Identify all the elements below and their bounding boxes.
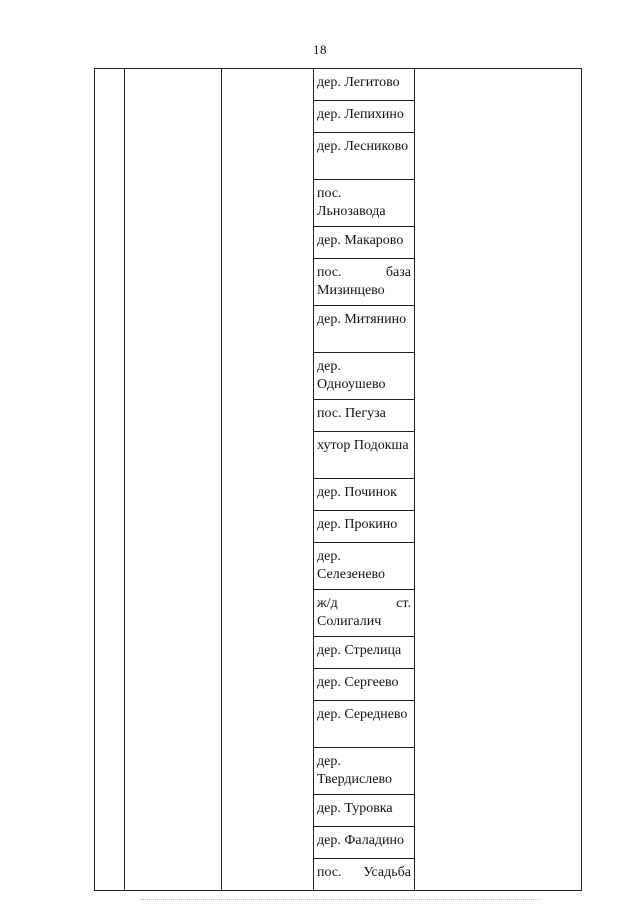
settlement-name-cell: дер. Митянино [314,306,415,353]
settlements-table-body [95,69,582,891]
settlement-name-cell: дер. Макарово [314,227,415,259]
merged-empty-cell-col-d [415,69,582,891]
settlement-name-cell: ж/д ст. Солигалич [314,590,415,637]
settlement-name-cell: дер. Лесниково [314,133,415,180]
settlement-name-cell: дер. Прокино [314,511,415,543]
settlement-name-cell: дер. Починок [314,479,415,511]
settlement-name-cell: дер. Легитово [314,69,415,101]
settlement-name-cell: пос. Льнозавода [314,180,415,227]
settlement-name-cell: пос. база Мизинцево [314,259,415,306]
settlement-name-cell: дер. Фаладино [314,827,415,859]
settlement-name-cell: дер. Середнево [314,701,415,748]
settlement-name-cell: дер. Лепихино [314,101,415,133]
merged-empty-cell-col-c [222,69,314,891]
settlement-name-cell: дер. Сергеево [314,669,415,701]
settlements-table [94,68,582,891]
settlement-name-cell: дер. Твердислево [314,748,415,795]
settlement-name-cell: пос. Усадьба [314,859,415,891]
settlement-name-cell: дер. Стрелица [314,637,415,669]
settlement-name-cell: дер. Селезенево [314,543,415,590]
settlement-name-cell: дер. Туровка [314,795,415,827]
merged-empty-cell-col-a [95,69,125,891]
page-number: 18 [313,42,327,57]
table-row [95,69,582,101]
settlement-name-cell: дер. Одноушево [314,353,415,400]
page-bottom-rule [140,899,540,900]
merged-empty-cell-col-b [125,69,222,891]
settlement-name-cell: пос. Пегуза [314,400,415,432]
settlement-name-cell: хутор Подокша [314,432,415,479]
